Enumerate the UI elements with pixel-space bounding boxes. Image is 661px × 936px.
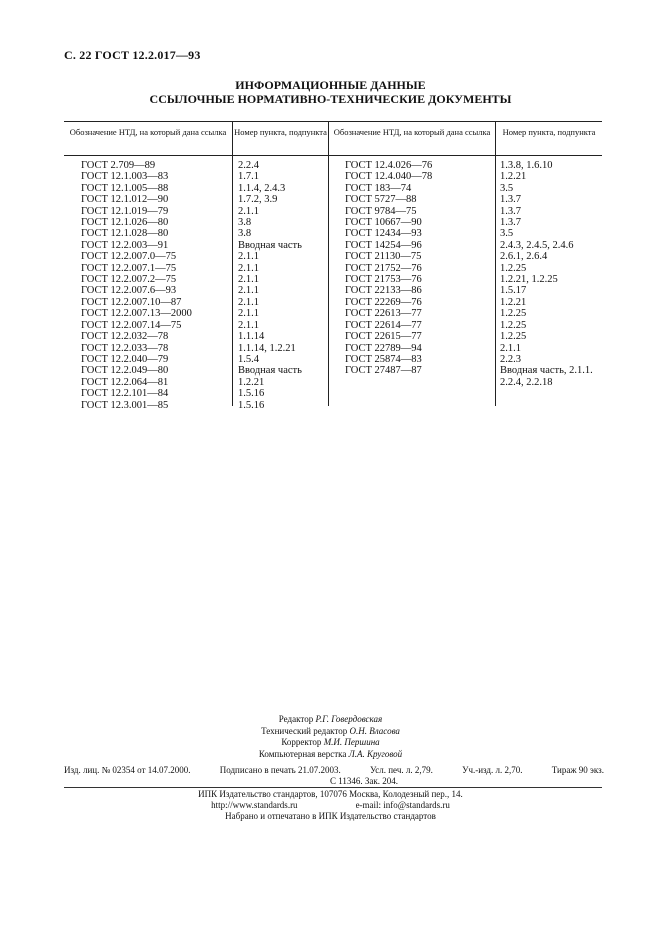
run-text: Тираж 90 экз.	[551, 765, 604, 775]
reference-item: 1.3.8, 1.6.10	[500, 160, 553, 171]
reference-item: Вводная часть	[238, 365, 302, 377]
reference-item: 2.1.1	[238, 308, 259, 320]
reference-item: 1.2.21	[500, 171, 527, 183]
tech-editor-name: О.Н. Власова	[349, 725, 400, 736]
imprint-block	[0, 714, 661, 760]
reference-doc: ГОСТ 12.4.040—78	[345, 171, 433, 183]
reference-item: 3.8	[238, 228, 252, 240]
table-header-row	[64, 122, 602, 156]
publisher-block	[0, 789, 661, 822]
reference-item: 2.6.1, 2.6.4	[500, 251, 548, 263]
reference-item: 2.1.1	[238, 319, 259, 331]
layout-name: Л.А. Круговой	[348, 748, 403, 759]
reference-doc: ГОСТ 12.1.028—80	[81, 228, 169, 240]
publisher-address: ИПК Издательство стандартов, 107076 Москва, Колодезный пер., 14.	[198, 789, 463, 799]
footer-divider	[64, 787, 602, 788]
reference-item: 3.5	[500, 182, 514, 194]
license-text: Изд. лиц. № 02354 от 14.07.2000.	[64, 765, 191, 775]
reference-item: 3.5	[500, 228, 514, 240]
header-item-right: Номер пункта, подпункта	[495, 122, 602, 155]
reference-item: 2.4.3, 2.4.5, 2.4.6	[500, 239, 574, 251]
reference-item: 1.1.14, 1.2.21	[238, 342, 296, 354]
reference-doc: ГОСТ 12.2.032—78	[81, 331, 169, 343]
publisher-print-note: Набрано и отпечатано в ИПК Издательство стандартов	[225, 811, 436, 821]
reference-item: 1.5.4	[238, 353, 259, 365]
reference-doc: ГОСТ 12.2.007.1—75	[81, 262, 177, 274]
reference-doc: ГОСТ 12.1.005—88	[81, 182, 169, 194]
reference-item: 1.2.21	[238, 376, 265, 388]
reference-item: 2.1.1	[500, 342, 521, 354]
reference-item: 2.2.4, 2.2.18	[500, 376, 553, 388]
reference-item: 1.5.17	[500, 285, 527, 297]
reference-doc: ГОСТ 12.2.007.2—75	[81, 274, 177, 286]
reference-doc: ГОСТ 12.2.033—78	[81, 342, 169, 354]
corrector-name: М.И. Першина	[323, 737, 380, 747]
reference-doc: ГОСТ 12.2.040—79	[81, 353, 169, 365]
column-item-right	[495, 156, 602, 406]
reference-doc: ГОСТ 25874—83	[345, 353, 422, 365]
reference-item: 3.8	[238, 217, 252, 229]
reference-doc: ГОСТ 12.1.026—80	[81, 217, 169, 229]
editor-line	[0, 714, 661, 726]
order-text: С 11346. Зак. 204.	[329, 776, 399, 786]
reference-item: 2.2.3	[500, 353, 521, 365]
reference-item: 1.7.2, 3.9	[238, 194, 278, 206]
header-doc-left: Обозначение НТД, на который дана ссылка	[69, 127, 227, 137]
header-doc-right: Обозначение НТД, на который дана ссылка	[328, 122, 495, 155]
reference-doc: ГОСТ 12.2.007.14—75	[81, 319, 182, 331]
column-doc-right	[328, 156, 495, 406]
reference-doc: ГОСТ 14254—96	[345, 239, 422, 251]
reference-doc: ГОСТ 22613—77	[345, 308, 422, 320]
reference-item: 1.2.25	[500, 319, 527, 331]
editor-label: Редактор	[278, 714, 314, 724]
reference-doc: ГОСТ 12.2.007.0—75	[81, 251, 177, 263]
reference-doc: ГОСТ 183—74	[345, 182, 412, 194]
reference-doc: ГОСТ 21753—76	[345, 274, 422, 286]
layout-line	[0, 749, 661, 761]
reference-doc: ГОСТ 12.1.003—83	[81, 171, 169, 183]
reference-item: 1.2.25	[500, 331, 527, 343]
header-item-left: Номер пункта, подпункта	[232, 122, 328, 155]
reference-doc: ГОСТ 27487—87	[345, 365, 422, 377]
reference-doc: ГОСТ 12.2.049—80	[81, 365, 169, 377]
reference-item: 1.2.25	[500, 308, 527, 320]
reference-doc: ГОСТ 21752—76	[345, 262, 422, 274]
title-line-1: ИНФОРМАЦИОННЫЕ ДАННЫЕ	[235, 78, 426, 92]
reference-doc: ГОСТ 22615—77	[345, 331, 422, 343]
reference-doc: ГОСТ 12.2.007.6—93	[81, 285, 177, 297]
column-doc-left	[64, 156, 232, 411]
reference-item: 1.7.1	[238, 171, 259, 183]
reference-doc: ГОСТ 22269—76	[345, 296, 422, 308]
reference-item: 1.2.21	[500, 296, 527, 308]
pub-sheets-text: Уч.-изд. л. 2,70.	[462, 765, 523, 775]
reference-item: 2.1.1	[238, 285, 259, 297]
reference-doc	[329, 377, 495, 388]
corrector-line	[0, 737, 661, 749]
layout-label: Компьютерная верстка	[258, 748, 347, 759]
reference-doc: ГОСТ 9784—75	[345, 205, 417, 217]
column-item-left	[232, 156, 328, 411]
table-body	[64, 156, 602, 411]
reference-doc: ГОСТ 2.709—89	[81, 160, 156, 171]
editor-name: Р.Г. Говердовская	[315, 714, 383, 724]
reference-item: 1.1.14	[238, 331, 265, 343]
reference-doc: ГОСТ 12.2.101—84	[81, 388, 169, 400]
reference-doc: ГОСТ 21130—75	[345, 251, 422, 263]
print-sheets-text: Усл. печ. л. 2,79.	[369, 765, 433, 775]
reference-item: 1.3.7	[500, 217, 521, 229]
reference-doc: ГОСТ 12.2.064—81	[81, 376, 169, 388]
corrector-label: Корректор	[281, 737, 322, 747]
reference-doc: ГОСТ 22133—86	[345, 285, 422, 297]
reference-doc: ГОСТ 12.3.001—85	[81, 399, 169, 411]
tech-editor-label: Технический редактор	[261, 725, 348, 736]
reference-doc: ГОСТ 12.2.003—91	[81, 239, 169, 251]
reference-doc: ГОСТ 12434—93	[345, 228, 422, 240]
signed-text: Подписано в печать 21.07.2003.	[219, 765, 341, 775]
reference-item: 2.1.1	[238, 251, 259, 263]
reference-item: 2.1.1	[238, 296, 259, 308]
reference-item: 1.5.16	[238, 388, 265, 400]
reference-doc: ГОСТ 12.1.012—90	[81, 194, 169, 206]
reference-doc: ГОСТ 12.4.026—76	[345, 160, 433, 171]
reference-item: 2.1.1	[238, 262, 259, 274]
page-header: С. 22 ГОСТ 12.2.017—93	[64, 48, 201, 62]
reference-doc: ГОСТ 10667—90	[345, 217, 422, 229]
reference-doc: ГОСТ 12.1.019—79	[81, 205, 169, 217]
reference-item: 2.2.4	[238, 160, 259, 171]
reference-doc: ГОСТ 12.2.007.10—87	[81, 296, 182, 308]
reference-item: 2.1.1	[238, 274, 259, 286]
tech-editor-line	[0, 726, 661, 738]
reference-doc: ГОСТ 5727—88	[345, 194, 417, 206]
reference-doc: ГОСТ 22614—77	[345, 319, 422, 331]
publication-info	[64, 765, 604, 787]
document-title	[0, 78, 661, 106]
reference-item: 1.2.21, 1.2.25	[500, 274, 558, 286]
reference-doc: ГОСТ 12.2.007.13—2000	[81, 308, 192, 320]
publisher-contacts	[0, 800, 661, 811]
reference-doc: ГОСТ 22789—94	[345, 342, 422, 354]
title-line-2: ССЫЛОЧНЫЕ НОРМАТИВНО-ТЕХНИЧЕСКИЕ ДОКУМЕНТЫ	[149, 92, 512, 106]
reference-item: 1.3.7	[500, 205, 521, 217]
publisher-email[interactable]: e-mail: info@standards.ru	[355, 800, 450, 810]
reference-item: Вводная часть, 2.1.1.	[500, 365, 593, 377]
reference-item: 1.2.25	[500, 262, 527, 274]
reference-item: Вводная часть	[238, 239, 302, 251]
references-table	[64, 121, 602, 411]
reference-item: 1.5.16	[238, 399, 265, 411]
reference-item: 1.3.7	[500, 194, 521, 206]
reference-item: 1.1.4, 2.4.3	[238, 182, 286, 194]
reference-item: 2.1.1	[238, 205, 259, 217]
publisher-web[interactable]: http://www.standards.ru	[211, 800, 298, 810]
